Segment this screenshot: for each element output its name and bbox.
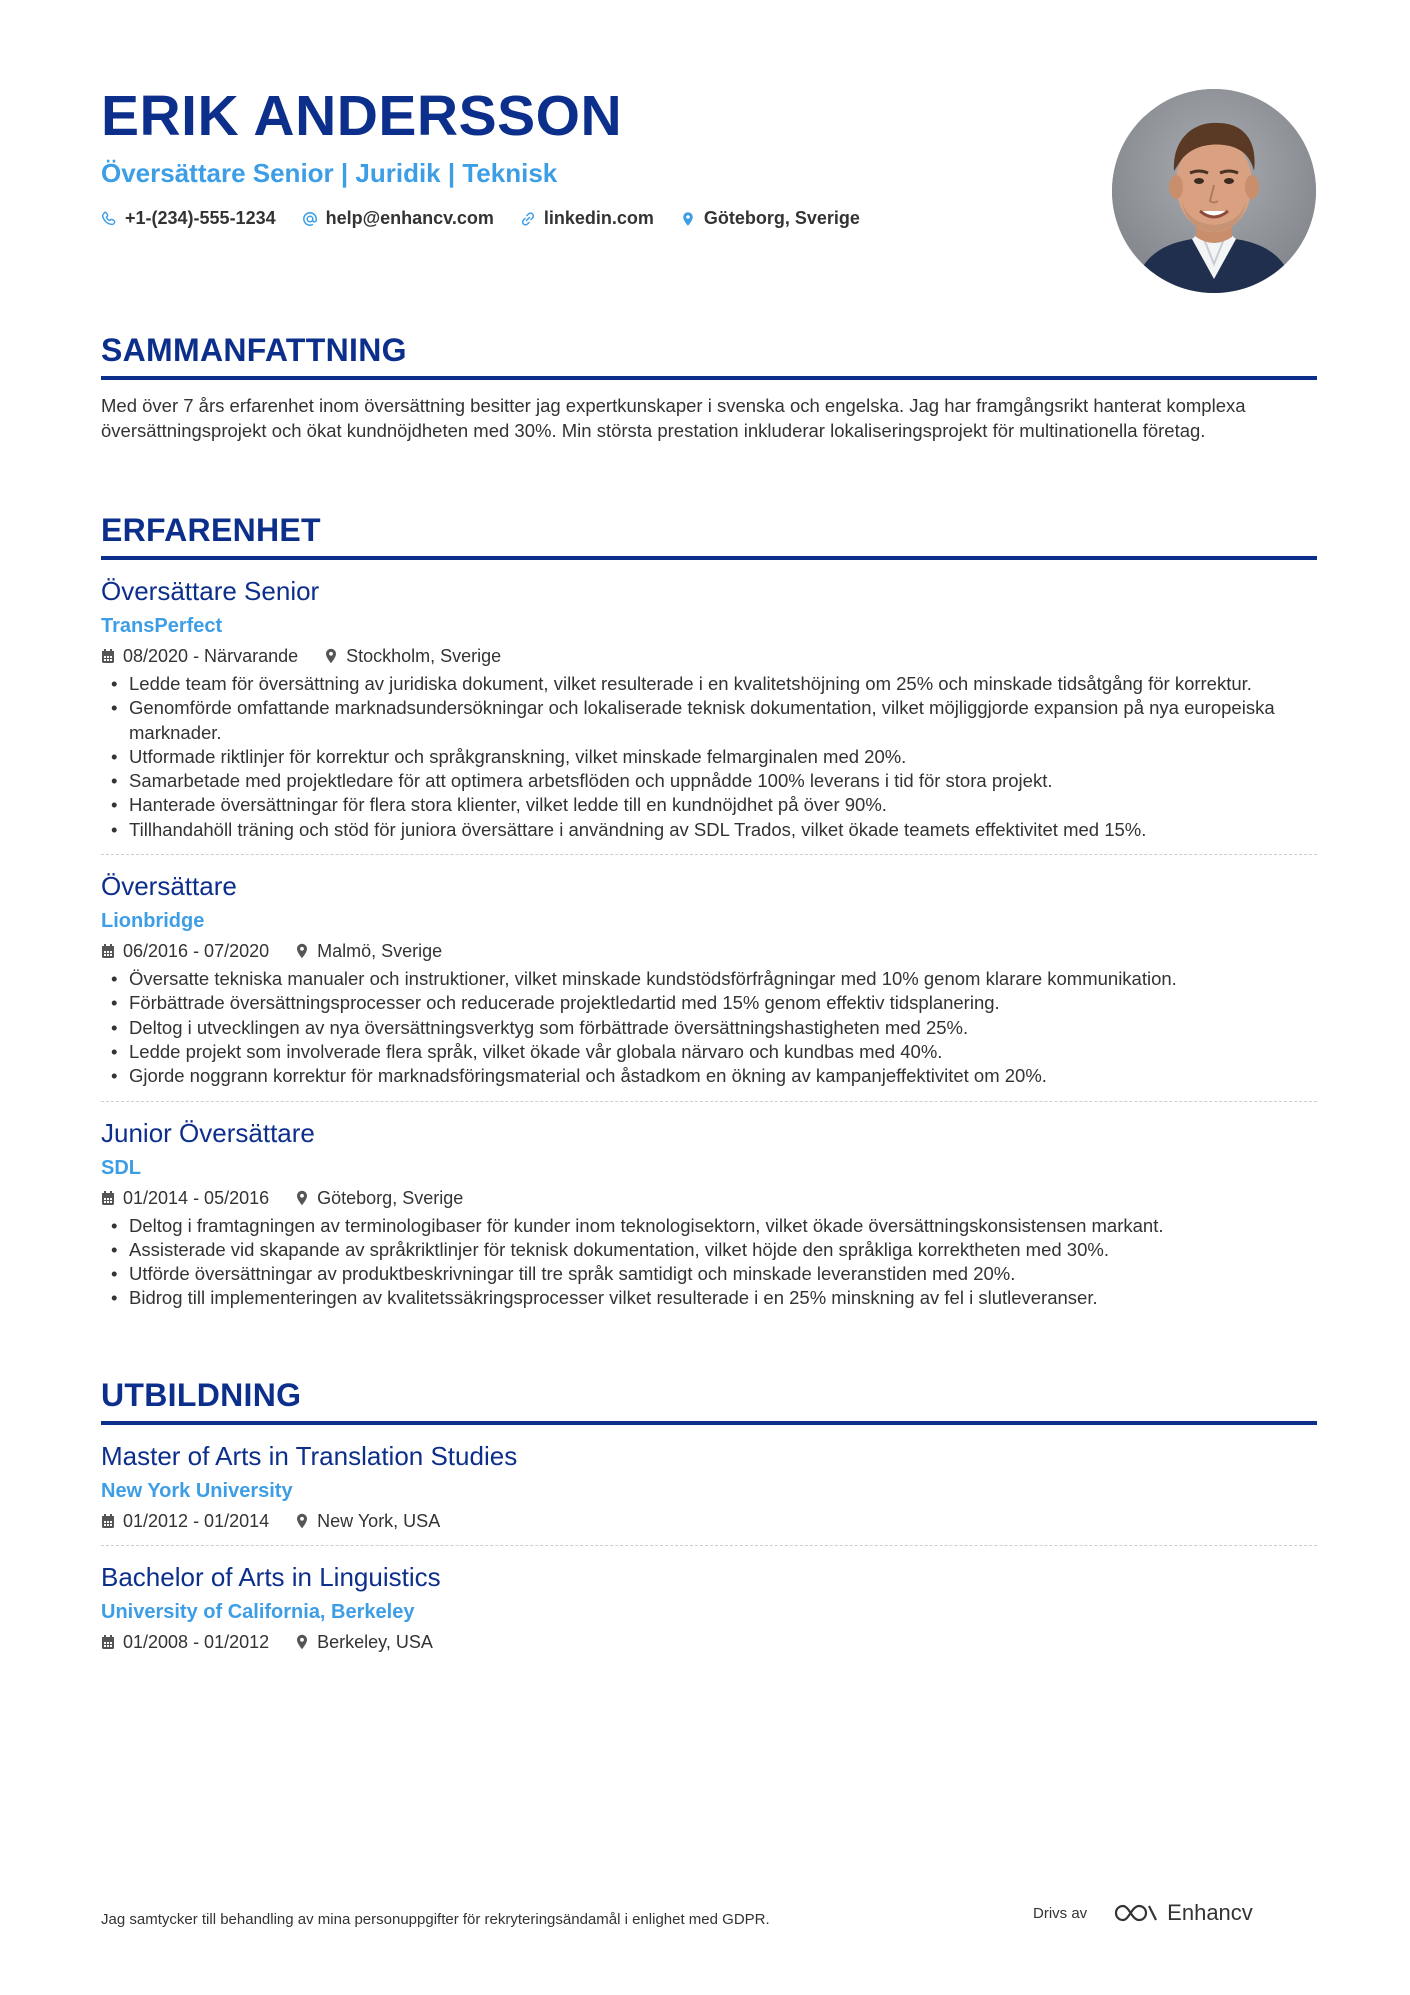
location-text: Göteborg, Sverige xyxy=(317,1187,464,1208)
achievement-item: • Deltog i framtagningen av terminologibaser för kunder inom teknologisektorn, vilket ökade översättningskonsistensen markant. xyxy=(101,1214,1317,1238)
achievement-item: • Assisterade vid skapande av språkriktlinjer för teknisk dokumentation, vilket höjde den språkliga korrektheten med 30%. xyxy=(101,1238,1317,1262)
company-name: TransPerfect xyxy=(101,615,223,637)
job-list xyxy=(101,574,1317,1311)
education-list xyxy=(101,1439,1317,1654)
section-divider xyxy=(101,376,1317,380)
email-text: help@enhancv.com xyxy=(325,208,494,228)
map-pin-icon xyxy=(295,1513,309,1529)
calendar-icon xyxy=(101,1634,115,1650)
date-text: 06/2016 - 07/2020 xyxy=(123,941,270,962)
location-text: New York, USA xyxy=(317,1511,441,1531)
education-entry xyxy=(101,1560,1317,1654)
achievement-item: • Samarbetade med projektledare för att optimera arbetsflöden och uppnådde 100% leverans i tid för stora projekt. xyxy=(101,769,1317,793)
job-title: Översättare Senior xyxy=(101,576,320,606)
entry-meta xyxy=(101,1186,1317,1210)
entry-divider xyxy=(101,854,1317,855)
calendar-icon xyxy=(101,648,115,664)
avatar-illustration xyxy=(1112,89,1316,293)
enhancv-logo-icon xyxy=(1113,1902,1159,1924)
company-name: Lionbridge xyxy=(101,910,205,933)
contact-location xyxy=(680,208,860,229)
map-pin-icon xyxy=(680,211,696,227)
phone-text: +1-(234)-555-1234 xyxy=(125,208,276,228)
powered-by-label: Drivs av xyxy=(1033,1904,1088,1922)
date-range xyxy=(101,1509,269,1533)
entry-meta xyxy=(101,644,1317,668)
job-title: Junior Översättare xyxy=(101,1117,315,1148)
map-pin-icon xyxy=(295,1634,309,1650)
achievement-item: • Hanterade översättningar för flera stora klienter, vilket ledde till en kundnöjdhet på över 90%. xyxy=(101,793,1317,817)
date-range xyxy=(101,1630,269,1654)
section-divider xyxy=(101,556,1317,560)
education-entry xyxy=(101,1439,1317,1546)
experience-heading: ERFARENHET xyxy=(101,512,321,548)
achievement-list xyxy=(101,967,1317,1088)
date-text: 01/2008 - 01/2012 xyxy=(123,1632,270,1652)
calendar-icon xyxy=(101,1190,115,1206)
job-entry xyxy=(101,869,1317,1101)
candidate-name: ERIK ANDERSSON xyxy=(101,84,623,148)
experience-section xyxy=(101,510,1317,1311)
education-heading: UTBILDNING xyxy=(101,1377,302,1413)
education-section xyxy=(101,1375,1317,1654)
achievement-item: • Bidrog till implementeringen av kvalitetssäkringsprocesser vilket resulterade i en 25% minskning av fel i slutleveranser. xyxy=(101,1286,1317,1310)
entry-location xyxy=(295,1186,463,1210)
entry-location xyxy=(295,939,442,963)
achievement-item: • Ledde team för översättning av juridiska dokument, vilket resulterade i en kvalitetshöjning om 25% och minskade tidsåtgång för korrektur. xyxy=(101,672,1317,696)
profile-photo xyxy=(1112,89,1316,293)
achievement-item: • Tillhandahöll träning och stöd för juniora översättare i användning av SDL Trados, vilket ökade teamets effektivitet med 15%. xyxy=(101,818,1317,842)
map-pin-icon xyxy=(295,943,309,959)
job-title: Översättare xyxy=(101,871,237,902)
date-text: 01/2012 - 01/2014 xyxy=(123,1511,270,1531)
contact-list xyxy=(101,208,1101,229)
date-range xyxy=(101,939,269,963)
contact-email[interactable] xyxy=(302,208,494,229)
school-name: University of California, Berkeley xyxy=(101,1601,415,1623)
location-text: Malmö, Sverige xyxy=(317,941,443,962)
job-entry xyxy=(101,1116,1317,1311)
achievement-item: • Gjorde noggrann korrektur för marknadsföringsmaterial och åstadkom en ökning av kampanjeffektivitet om 20%. xyxy=(101,1064,1317,1088)
achievement-item: • Deltog i utvecklingen av nya översättningsverktyg som förbättrade översättningshastigheten med 25%. xyxy=(101,1016,1317,1040)
entry-divider xyxy=(101,1545,1317,1546)
footer-branding xyxy=(1033,1900,1253,1926)
entry-location xyxy=(295,1630,433,1654)
location-text: Stockholm, Sverige xyxy=(346,646,502,666)
achievement-item: • Utförde översättningar av produktbeskrivningar till tre språk samtidigt och minskade leveranstiden med 20%. xyxy=(101,1262,1317,1286)
at-icon xyxy=(302,211,318,227)
job-entry xyxy=(101,574,1317,855)
map-pin-icon xyxy=(324,648,338,664)
school-name: New York University xyxy=(101,1480,293,1502)
map-pin-icon xyxy=(295,1190,309,1206)
entry-location xyxy=(324,644,501,668)
achievement-list xyxy=(101,1214,1317,1311)
location-text: Göteborg, Sverige xyxy=(703,208,860,228)
achievement-item: • Ledde projekt som involverade flera språk, vilket ökade vår globala närvaro och kundbas med 40%. xyxy=(101,1040,1317,1064)
achievement-item: • Utformade riktlinjer för korrektur och språkgranskning, vilket minskade felmarginalen med 20%. xyxy=(101,745,1317,769)
date-range xyxy=(101,1186,269,1210)
entry-divider xyxy=(101,1101,1317,1102)
link-icon xyxy=(520,211,536,227)
company-name: SDL xyxy=(101,1156,141,1179)
entry-location xyxy=(295,1509,440,1533)
date-text: 01/2014 - 05/2016 xyxy=(123,1187,270,1208)
achievement-item: • Förbättrade översättningsprocesser och reducerade projektledartid med 15% genom effektiv tidsplanering. xyxy=(101,991,1317,1015)
achievement-item: • Genomförde omfattande marknadsundersökningar och lokaliserade teknisk dokumentation, vilket möjliggjorde expansion på nya europeiska marknader. xyxy=(101,696,1317,745)
brand-logo[interactable] xyxy=(1113,1900,1253,1926)
location-text: Berkeley, USA xyxy=(317,1632,433,1652)
degree-title: Master of Arts in Translation Studies xyxy=(101,1441,518,1471)
contact-phone[interactable] xyxy=(101,208,276,229)
calendar-icon xyxy=(101,943,115,959)
entry-meta xyxy=(101,1509,1317,1533)
linkedin-text: linkedin.com xyxy=(543,208,654,228)
achievement-item: • Översatte tekniska manualer och instruktioner, vilket minskade kundstödsförfrågningar med 10% genom klarare kommunikation. xyxy=(101,967,1317,991)
summary-section xyxy=(101,330,1317,443)
summary-text: Med över 7 års erfarenhet inom översättning besitter jag expertkunskaper i svenska och engelska. Jag har framgångsrikt hanterat komplexa översättningsprojekt och ökat kundnöjdheten med 30%. Min största prestation inkluderar lokaliseringsprojekt för multinationella företag. xyxy=(101,395,1246,441)
calendar-icon xyxy=(101,1513,115,1529)
summary-heading: SAMMANFATTNING xyxy=(101,332,407,368)
resume-header xyxy=(101,82,1101,229)
date-text: 08/2020 - Närvarande xyxy=(123,646,299,666)
entry-meta xyxy=(101,1630,1317,1654)
contact-linkedin[interactable] xyxy=(520,208,654,229)
brand-name: Enhancv xyxy=(1167,1900,1253,1925)
section-divider xyxy=(101,1421,1317,1425)
degree-title: Bachelor of Arts in Linguistics xyxy=(101,1562,441,1592)
gdpr-consent: Jag samtycker till behandling av mina personuppgifter för rekryteringsändamål i enlighet med GDPR. xyxy=(101,1911,770,1928)
achievement-list xyxy=(101,672,1317,842)
entry-meta xyxy=(101,939,1317,963)
phone-icon xyxy=(101,211,117,227)
candidate-headline: Översättare Senior | Juridik | Teknisk xyxy=(101,158,558,188)
date-range xyxy=(101,644,298,668)
